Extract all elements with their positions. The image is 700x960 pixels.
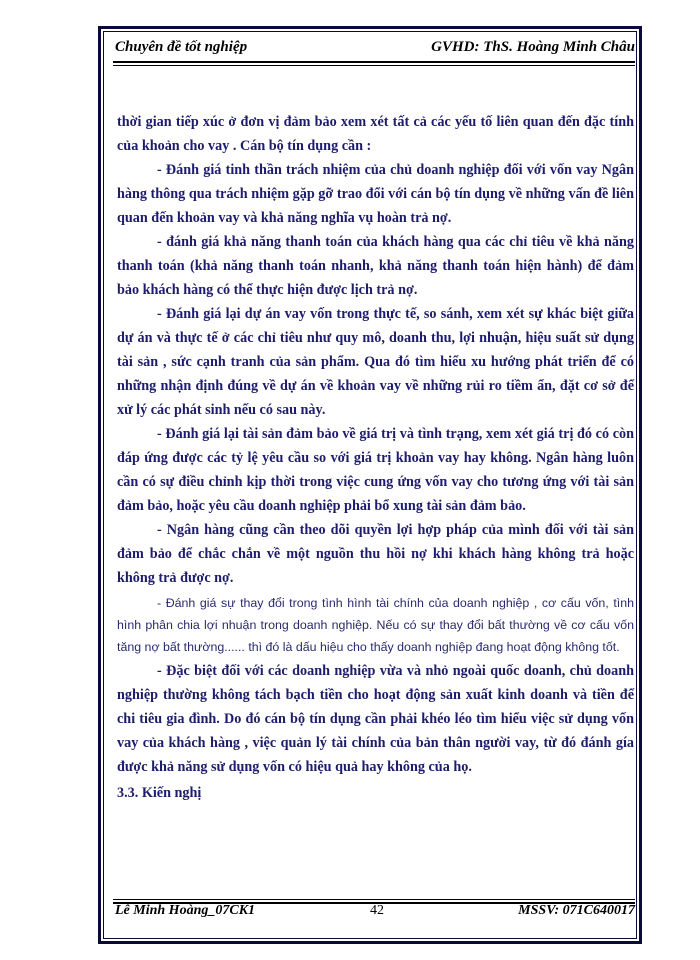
footer-student-id: MSSV: 071C640017	[518, 903, 635, 918]
header-title: Chuyên đề tốt nghiệp	[115, 39, 248, 55]
header-rule	[113, 61, 635, 63]
footer-author: Lê Minh Hoàng_07CK1	[115, 903, 256, 918]
footer-rule-thin	[113, 899, 635, 900]
page-footer	[115, 903, 635, 923]
page-number: 42	[370, 903, 384, 918]
paragraph-4: - Đánh giá lại dự án vay vốn trong thực tế, so sánh, xem xét sự khác biệt giữa dự án và thực tế ở các chỉ tiêu như quy mô, doanh thu, lợi nhuận, hiệu suất sử dụng tài sản , sức cạnh tranh của sản phẩm. Qua đó tìm hiểu xu hướng phát triển để có những nhận định đúng về dự án về khoản vay về những rủi ro tiềm ẩn, đặt cơ sở để xử lý các phát sinh nếu có sau này.	[117, 306, 634, 418]
header-rule-thin	[113, 65, 635, 66]
page-header	[115, 39, 635, 61]
paragraph-6: - Ngân hàng cũng cần theo dõi quyền lợi hợp pháp của mình đối với tài sản đảm bảo để chắc chắn về một nguồn thu hồi nợ khi khách hàng không trả hoặc không trả được nợ.	[117, 522, 634, 586]
document-body	[117, 110, 634, 805]
header-advisor: GVHD: ThS. Hoàng Minh Châu	[431, 39, 635, 55]
paragraph-7: - Đánh giá sự thay đổi trong tình hình tài chính của doanh nghiệp , cơ cấu vốn, tình hình phân chia lợi nhuận trong doanh nghiệp. Nếu có sự thay đổi bất thường về cơ cấu vốn tăng nợ bất thường...... thì đó là dấu hiệu cho thấy doanh nghiệp đang hoạt động không tốt.	[117, 596, 634, 654]
section-heading: 3.3. Kiến nghị	[117, 785, 202, 801]
paragraph-8: - Đặc biệt đối với các doanh nghiệp vừa và nhỏ ngoài quốc doanh, chủ doanh nghiệp thường không tách bạch tiền cho hoạt động sản xuất kinh doanh và tiền để chi tiêu gia đình. Do đó cán bộ tín dụng cần phải khéo léo tìm hiểu việc sử dụng vốn vay của khách hàng , việc quản lý tài chính của bản thân người vay, từ đó đánh gía được khả năng sử dụng vốn có hiệu quả hay không của họ.	[117, 663, 634, 775]
paragraph-1: thời gian tiếp xúc ở đơn vị đảm bảo xem xét tất cả các yếu tố liên quan đến đặc tính của khoản cho vay . Cán bộ tín dụng cần :	[117, 114, 634, 154]
paragraph-5: - Đánh giá lại tài sản đảm bảo về giá trị và tình trạng, xem xét giá trị đó có còn đáp ứng được các tỷ lệ yêu cầu so với giá trị khoản vay hay không. Ngân hàng luôn cần có sự điều chỉnh kịp thời trong việc cung ứng vốn vay cho tương ứng với tài sản đảm bảo, hoặc yêu cầu doanh nghiệp phải bổ xung tài sản đảm bảo.	[117, 426, 634, 514]
paragraph-2: - Đánh giá tinh thần trách nhiệm của chủ doanh nghiệp đối với vốn vay Ngân hàng thông qua trách nhiệm gặp gỡ trao đổi với cán bộ tín dụng về những vấn đề liên quan đến khoản vay và khả năng nghĩa vụ hoàn trả nợ.	[117, 162, 634, 226]
paragraph-3: - đánh giá khả năng thanh toán của khách hàng qua các chỉ tiêu về khả năng thanh toán (khả năng thanh toán nhanh, khả năng thanh toán hiện hành) để đảm bảo khách hàng có thể thực hiện được lịch trả nợ.	[117, 234, 634, 298]
